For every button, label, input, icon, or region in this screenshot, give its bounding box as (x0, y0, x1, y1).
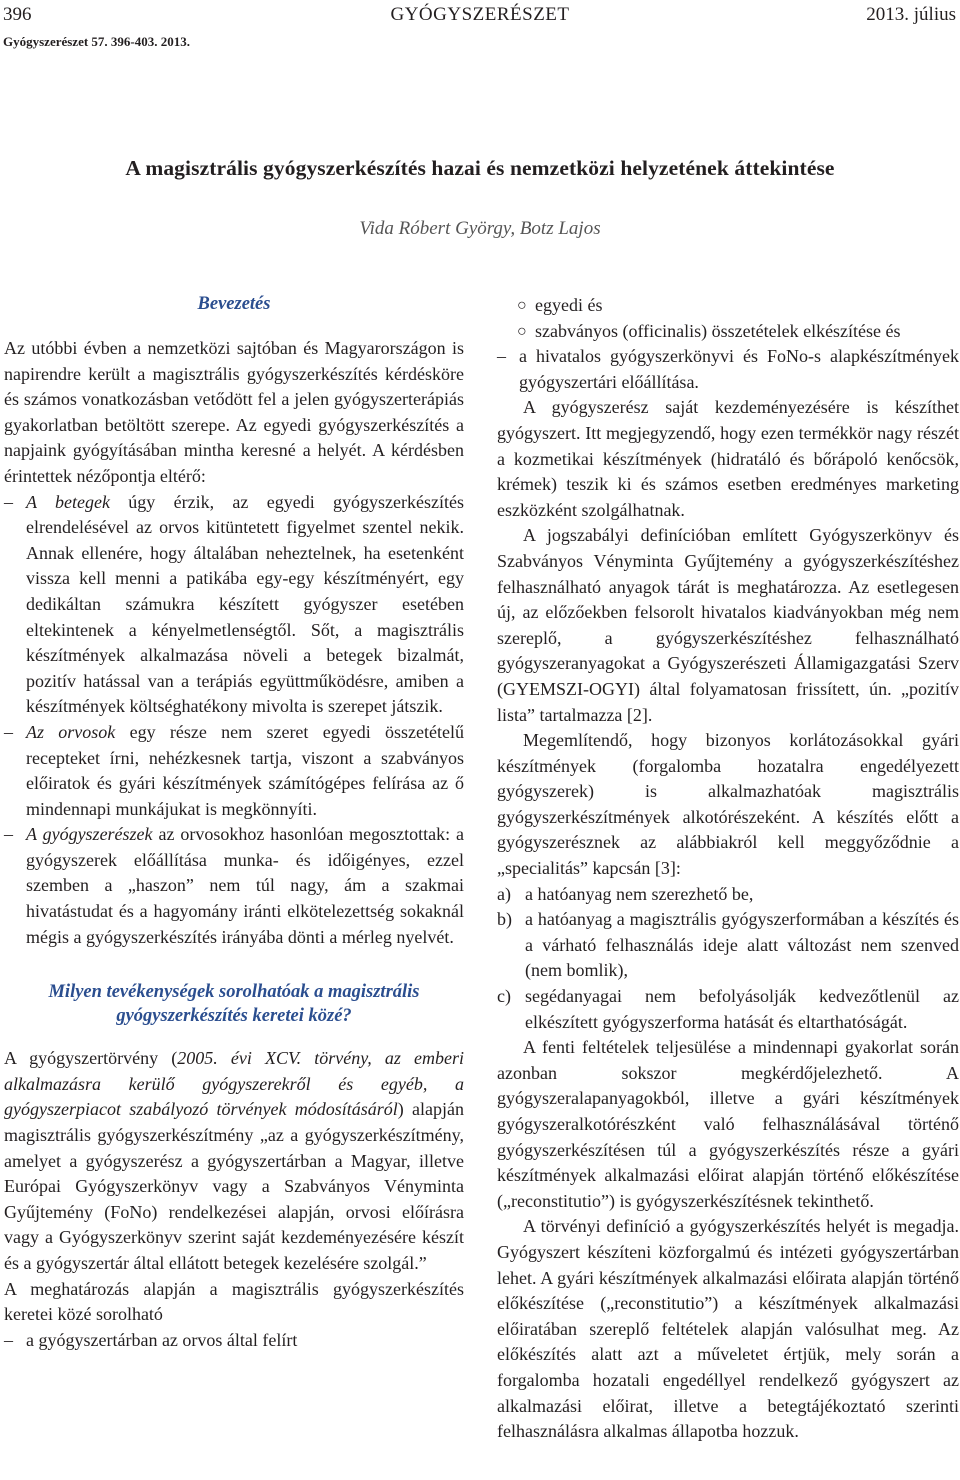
right-column (497, 293, 959, 1445)
list-marker: c) (497, 986, 511, 1007)
stakeholder-text: úgy érzik, az egyedi gyógyszerkészítés elrendelésével az orvos kitüntetett figyelmet szentel nekik. Annak ellenére, hogy általában neheztelnek, ha esetenként vissza kell menni a patikába egy-egy készítményért, egy dedikáltan számukra készített gyógyszer esetében eltekintenek a kényelmetlenségtől. Sőt, a magisztrális készítmények alkalmazása növeli a betegek bizalmát, pozitív hatással van a terápiás együttműködésre, amiben a készítmények költséghatékony mivolta is szerepet játszik. (26, 491, 464, 717)
definition-paragraph: A meghatározás alapján a magisztrális gyógyszerkészítés keretei közé sorolható (4, 1278, 464, 1325)
citation-line: Gyógyszerészet 57. 396-403. 2013. (3, 34, 191, 49)
stakeholder-item-doctors (4, 720, 464, 822)
article-title: A magisztrális gyógyszerkészítés hazai és nemzetközi helyzetének áttekintése (125, 156, 835, 180)
intro-paragraph: Az utóbbi évben a nemzetközi sajtóban és Magyarországon is napirendre került a magisztrális gyógyszerkészítés kérdésköre és számos vonatkozásban vetődött fel a jelen gyógyszerterápiás gyakorlatban betöltött szerepe. Az egyedi gyógyszerkészítés a napjaink gyógyításában mintha keresné a helyét. A kérdésben érintettek nézőpontja eltérő: (4, 338, 464, 486)
circle-bullet-icon: ○ (517, 322, 527, 340)
body-paragraph: A fenti feltételek teljesülése a mindennapi gyakorlat során azonban sokszor megkérdőjelezhető. A gyógyszeralapanyagokból, illetve a gyári készítmények gyógyszeralkotórészként való felhasználásával történő gyógyszerkészítésen túl a gyógyszerkészítés része a gyári készítmények alkalmazási előirat alapján történő előkészítése („reconstitutio”) is gyógyszerkészítésnek tekinthető. (497, 1037, 959, 1211)
law-paragraph (4, 1046, 464, 1276)
condition-item-b (497, 907, 959, 984)
stakeholder-label: A gyógyszerészek (26, 824, 153, 845)
stakeholder-item-pharmacists (4, 822, 464, 950)
dash-marker: – (4, 721, 13, 742)
body-paragraph: Megemlítendő, hogy bizonyos korlátozásokkal gyári készítmények (forgalomba hozatalra engedélyezett gyógyszerek) is alkalmazhatóak magisztrális gyógyszerkészítmények alkotórészeként. A készítés előtt a gyógyszerésznek az alábbiakról kell meggyőződnie a „specialitás” kapcsán [3]: (497, 730, 959, 879)
dash-marker: – (4, 824, 13, 845)
composition-item-text: egyedi és (535, 295, 603, 315)
condition-text: segédanyagai nem befolyásolják kedvezőtlenül az elkészített gyógyszerforma hatását és eltarthatóságát. (525, 986, 959, 1032)
composition-item (497, 319, 959, 345)
left-column (4, 292, 464, 1353)
body-paragraph: A gyógyszerész saját kezdeményezésére is készíthet gyógyszert. Itt megjegyzendő, hogy ezen termékkör nagy részét a kozmetikai készítmények (hidratáló és bőrápoló kenőcsök, krémek) teszik ki és számos esetben eredményes marketing eszközként szolgálhatnak. (497, 397, 959, 520)
article-authors: Vida Róbert György, Botz Lajos (359, 218, 601, 239)
condition-item-a (497, 882, 959, 908)
law-citation: 2005. évi XCV. törvény, az emberi alkalmazásra kerülő gyógyszerekről és egyéb, a gyógyszerpiacot szabályozó törvények módosításáról (4, 1048, 465, 1120)
dash-marker: – (4, 491, 13, 512)
definition-item (4, 1328, 464, 1354)
section-heading-activities: Milyen tevékenységek sorolhatóak a magisztrális gyógyszerkészítés keretei közé? (48, 982, 420, 1027)
circle-bullet-icon: ○ (517, 297, 527, 314)
law-text-part2: ) alapján magisztrális gyógyszerkészítmény „az a gyógyszerkészítmény, amelyet a gyógyszerész a gyógyszertárban a Magyar, illetve Európai Gyógyszerkönyv vagy a Szabványos Vényminta Gyűjtemény (FoNo) rendelkezései alapján, orvosi előírásra vagy a Gyógyszerkönyv szerint saját kezdeményezésére készít és a gyógyszertár által ellátott betegek kezelésére szolgál.” (4, 1099, 464, 1273)
dash-marker: – (4, 1329, 13, 1350)
page-number: 396 (3, 4, 32, 25)
law-text-part1: A gyógyszertörvény ( (4, 1048, 178, 1069)
preparation-item (497, 344, 959, 395)
preparation-item-text: a hivatalos gyógyszerkönyvi és FoNo-s alapkészítmények gyógyszertári előállítása. (519, 346, 959, 392)
issue-date: 2013. július (866, 4, 956, 25)
stakeholder-label: Az orvosok (26, 721, 116, 742)
condition-text: a hatóanyag nem szerezhető be, (525, 883, 754, 904)
body-paragraph: A törvényi definíció a gyógyszerkészítés helyét is megadja. Gyógyszert készíteni közforgalmú és intézeti gyógyszertárban lehet. A gyári készítmények alkalmazási előirata alapján történő előkészítése („reconstitutio”) a készítmények alkalmazási előiratában szereplő feltételek alapján valósulhat meg. Az előkészítés alatt azt a műveletet értjük, mely során a forgalomba hozatali engedéllyel rendelkező gyógyszert az alkalmazási előirat, illetve a betegtájékoztató szerinti felhasználásra alkalmas állapotba hozzuk. (497, 1216, 959, 1442)
dash-marker: – (497, 346, 506, 367)
condition-text: a hatóanyag a magisztrális gyógyszerformában a készítés és a várható felhasználás ideje alatt változást nem szenved (nem bomlik), (525, 909, 959, 981)
list-marker: b) (497, 909, 512, 930)
composition-item-text: szabványos (officinalis) összetételek elkészítése és (535, 320, 901, 341)
section-heading-introduction: Bevezetés (197, 294, 271, 314)
composition-item (497, 293, 959, 319)
stakeholder-item-patients (4, 490, 464, 720)
condition-item-c (497, 984, 959, 1035)
list-marker: a) (497, 883, 511, 904)
definition-item-text: a gyógyszertárban az orvos által felírt (26, 1329, 298, 1350)
body-paragraph: A jogszabályi definícióban említett Gyógyszerkönyv és Szabványos Vényminta Gyűjtemény a gyógyszerkészítéshez felhasználható anyagok tárát is meghatározza. Az esetlegesen új, az előzőekben felsorolt hivatalos kiadványokban még nem szereplő, a gyógyszerkészítéshez felhasználható gyógyszeranyagokat a Gyógyszerészeti Államigazgatási Szerv (GYEMSZI-OGYI) által folyamatosan frissített, ún. „pozitív lista” tartalmazza [2]. (497, 525, 959, 725)
stakeholder-text: az orvosokhoz hasonlóan megosztottak: a gyógyszerek előállítása munka- és időigényes, ezzel szemben a „haszon” nem túl nagy, ám a szakmai hivatástudat és a hagyomány iránti elkötelezettség sokaknál mégis a gyógyszerkészítés irányába dönti a mérleg nyelvét. (26, 824, 464, 947)
stakeholder-text: egy része nem szeret egyedi összetételű recepteket írni, nehézkesnek tartja, viszont a szabványos előiratok és gyári készítmények számítógépes felírása az ő mindennapi munkájukat is megkönnyíti. (26, 721, 464, 819)
running-header (0, 2, 960, 28)
journal-name: GYÓGYSZERÉSZET (390, 4, 570, 25)
stakeholder-label: A betegek (26, 491, 110, 512)
